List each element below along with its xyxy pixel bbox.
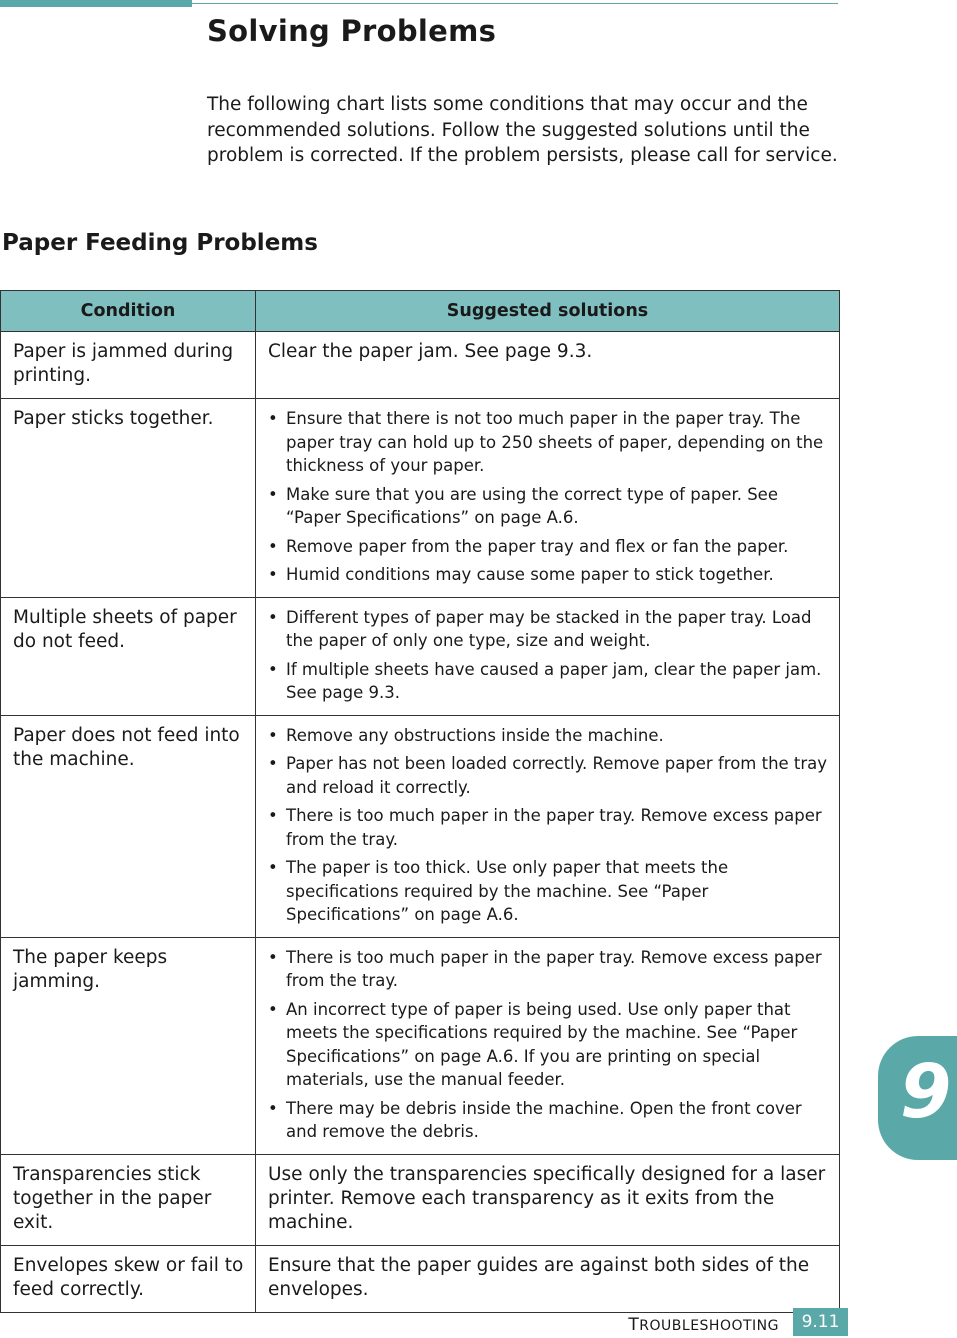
condition-cell: The paper keeps jamming. [1, 937, 256, 1154]
condition-cell: Paper is jammed during printing. [1, 332, 256, 399]
solution-bullet: • Remove paper from the paper tray and flex or fan the paper. [268, 535, 829, 559]
condition-cell: Multiple sheets of paper do not feed. [1, 597, 256, 715]
solution-bullet: • Different types of paper may be stacked in the paper tray. Load the paper of only one type, size and weight. [268, 606, 829, 653]
table-row [1, 399, 840, 598]
solution-cell: Use only the transparencies specifically designed for a laser printer. Remove each transparency as it exits from the machine. [256, 1154, 840, 1245]
solution-bullet: • There is too much paper in the paper tray. Remove excess paper from the tray. [268, 804, 829, 851]
solution-bullet: • An incorrect type of paper is being used. Use only paper that meets the specifications required by the machine. See “Paper Specifications” on page A.6. If you are printing on special materials, use the manual feeder. [268, 998, 829, 1092]
solution-bullet: • Humid conditions may cause some paper to stick together. [268, 563, 829, 587]
table-row [1, 1245, 840, 1312]
page-number: 9.11 [793, 1308, 848, 1336]
solution-cell [256, 937, 840, 1154]
footer-section-initial: T [628, 1315, 640, 1335]
column-header-condition: Condition [1, 291, 256, 332]
solution-bullet: • The paper is too thick. Use only paper that meets the specifications required by the machine. See “Paper Specifications” on page A.6. [268, 856, 829, 927]
intro-paragraph: The following chart lists some conditions that may occur and the recommended solutions. Follow the suggested solutions until the problem is corrected. If the problem persists, please call for service. [207, 94, 838, 166]
problems-table [0, 290, 840, 1313]
solution-bullet: • Remove any obstructions inside the machine. [268, 724, 829, 748]
solution-bullet: • If multiple sheets have caused a paper jam, clear the paper jam. See page 9.3. [268, 658, 829, 705]
solution-cell [256, 715, 840, 937]
table-row [1, 332, 840, 399]
solution-bullet: • Ensure that there is not too much paper in the paper tray. The paper tray can hold up to 250 sheets of paper, depending on the thickness of your paper. [268, 407, 829, 478]
solution-cell: Ensure that the paper guides are against both sides of the envelopes. [256, 1245, 840, 1312]
solution-bullet: • There may be debris inside the machine. Open the front cover and remove the debris. [268, 1097, 829, 1144]
top-rule [192, 3, 838, 4]
table-header-row [1, 291, 840, 332]
chapter-tab-number: 9 [900, 1049, 952, 1135]
table-row [1, 715, 840, 937]
solution-bullet: • Paper has not been loaded correctly. Remove paper from the tray and reload it correctly. [268, 752, 829, 799]
solution-bullet: • Make sure that you are using the correct type of paper. See “Paper Specifications” on page A.6. [268, 483, 829, 530]
condition-cell: Paper sticks together. [1, 399, 256, 598]
table-row [1, 937, 840, 1154]
footer-section-label [628, 1315, 779, 1335]
condition-cell: Transparencies stick together in the paper exit. [1, 1154, 256, 1245]
table-row [1, 1154, 840, 1245]
table-row [1, 597, 840, 715]
section-heading: Paper Feeding Problems [2, 230, 318, 256]
solution-bullet: • There is too much paper in the paper tray. Remove excess paper from the tray. [268, 946, 829, 993]
solution-cell: Clear the paper jam. See page 9.3. [256, 332, 840, 399]
column-header-solutions: Suggested solutions [256, 291, 840, 332]
solution-cell [256, 597, 840, 715]
top-accent-bar [0, 0, 192, 7]
footer-section-rest: ROUBLESHOOTING [639, 1318, 779, 1334]
condition-cell: Envelopes skew or fail to feed correctly. [1, 1245, 256, 1312]
page-title: Solving Problems [207, 14, 497, 48]
solution-cell [256, 399, 840, 598]
condition-cell: Paper does not feed into the machine. [1, 715, 256, 937]
